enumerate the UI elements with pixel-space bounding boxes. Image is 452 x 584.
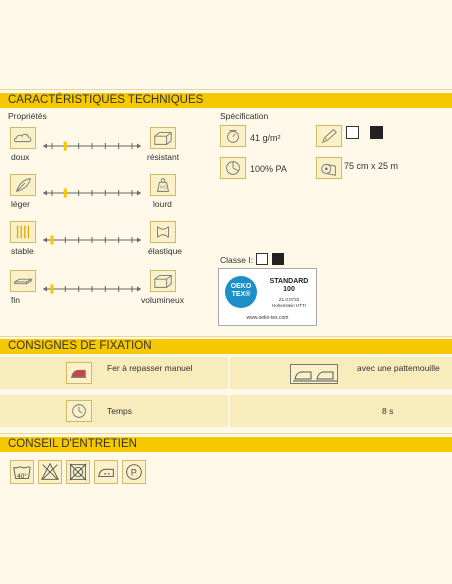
spec-roll-size: 75 cm x 25 m: [344, 161, 399, 171]
scale-arrow-right: [137, 191, 141, 196]
row-divider: [228, 357, 230, 389]
scale-arrow-right: [137, 238, 141, 243]
fixing-cloth-note: avec une pattemouille: [357, 363, 440, 373]
scale-arrow-right: [137, 144, 141, 149]
oeko-standard-text: STANDARD: [269, 278, 309, 285]
iron-damp-cloth-icon: [290, 364, 338, 384]
oeko-cert: [263, 297, 315, 308]
oeko-logo-text: [224, 283, 258, 299]
properties-heading: Propriétés: [8, 111, 47, 121]
scale-label-right: élastique: [148, 246, 183, 256]
pencil-color-icon: [316, 125, 342, 147]
oeko-logo-line-2: TEX®: [231, 291, 251, 298]
spec-composition: 100% PA: [250, 164, 287, 174]
fixing-time-value: 8 s: [382, 406, 394, 416]
brick-resistant-icon: [150, 127, 176, 149]
oeko-tex-label: [218, 268, 317, 326]
svg-text:P: P: [130, 467, 137, 478]
scale-arrow-left: [43, 287, 47, 292]
oeko-standard: [263, 278, 315, 294]
wash-40-icon: [10, 460, 34, 484]
pie-composition-icon: [220, 157, 246, 179]
scale-label-right: résistant: [147, 152, 180, 162]
scale-label-right: lourd: [153, 199, 172, 209]
scale-marker: [51, 285, 54, 294]
scale-label-left: fin: [11, 295, 20, 305]
stretch-elastic-icon: [150, 221, 176, 243]
fixing-method: Fer à repasser manuel: [107, 363, 193, 373]
scale-label-left: léger: [11, 199, 30, 209]
thin-layer-icon: [10, 270, 36, 292]
no-tumble-dry-icon: [66, 460, 90, 484]
oeko-logo-line-1: OEKO: [230, 283, 252, 290]
spec-weight: 41 g/m²: [250, 133, 281, 143]
class-black-swatch: [272, 253, 284, 265]
scale-arrow-right: [137, 287, 141, 292]
scale-label-left: stable: [11, 246, 34, 256]
oeko-institute: Hohenstein HTTI: [271, 302, 306, 308]
scale-thin-bulky: [40, 281, 144, 299]
scale-svg: [40, 188, 144, 198]
color-black-swatch: [370, 126, 383, 139]
iron-two-dots-icon: [94, 460, 118, 484]
scale-svg: [40, 235, 144, 245]
scale-light-heavy: [40, 185, 144, 203]
scale-marker: [64, 142, 67, 151]
section-header-care: [0, 437, 452, 452]
scale-label-left: doux: [11, 152, 30, 162]
section-title: CONSIGNES DE FIXATION: [8, 340, 152, 352]
svg-text:KG: KG: [160, 184, 167, 190]
scale-soft-resistant: [40, 138, 144, 156]
iron-icon: [66, 362, 92, 384]
section-title: CONSEIL D'ENTRETIEN: [8, 438, 137, 450]
weight-heavy-icon: [150, 174, 176, 196]
roll-size-icon: [316, 157, 342, 179]
scale-svg: [40, 141, 144, 151]
wash-temp: 40°: [17, 473, 27, 480]
specification-heading: Spécification: [220, 111, 269, 121]
scale-label-right: volumineux: [141, 295, 184, 305]
scale-arrow-left: [43, 238, 47, 243]
section-header-technical: [0, 93, 452, 108]
oeko-standard-number: 100: [283, 286, 295, 293]
scale-arrow-left: [43, 144, 47, 149]
section-header-fixing: [0, 339, 452, 354]
class-white-swatch: [256, 253, 268, 265]
cloud-soft-icon: [10, 127, 36, 149]
class-label: Classe I:: [220, 255, 254, 265]
clock-icon: [66, 400, 92, 422]
section-title: CARACTÉRISTIQUES TECHNIQUES: [8, 94, 204, 106]
scale-marker: [64, 189, 67, 198]
scale-stable-elastic: [40, 232, 144, 250]
stable-fabric-icon: [10, 221, 36, 243]
scale-marker: [51, 236, 54, 245]
scale-svg: [40, 284, 144, 294]
feather-light-icon: [10, 174, 36, 196]
dry-clean-p-icon: [122, 460, 146, 484]
oeko-code: Z1.0.0733: [278, 297, 300, 302]
color-white-swatch: [346, 126, 359, 139]
oeko-url: www.oeko-tex.com: [246, 315, 289, 321]
row-divider: [228, 395, 230, 427]
scale-arrow-left: [43, 191, 47, 196]
fixing-time-label: Temps: [107, 406, 133, 416]
no-bleach-icon: [38, 460, 62, 484]
scale-weight-icon: [220, 125, 246, 147]
bulky-layer-icon: [150, 270, 176, 292]
